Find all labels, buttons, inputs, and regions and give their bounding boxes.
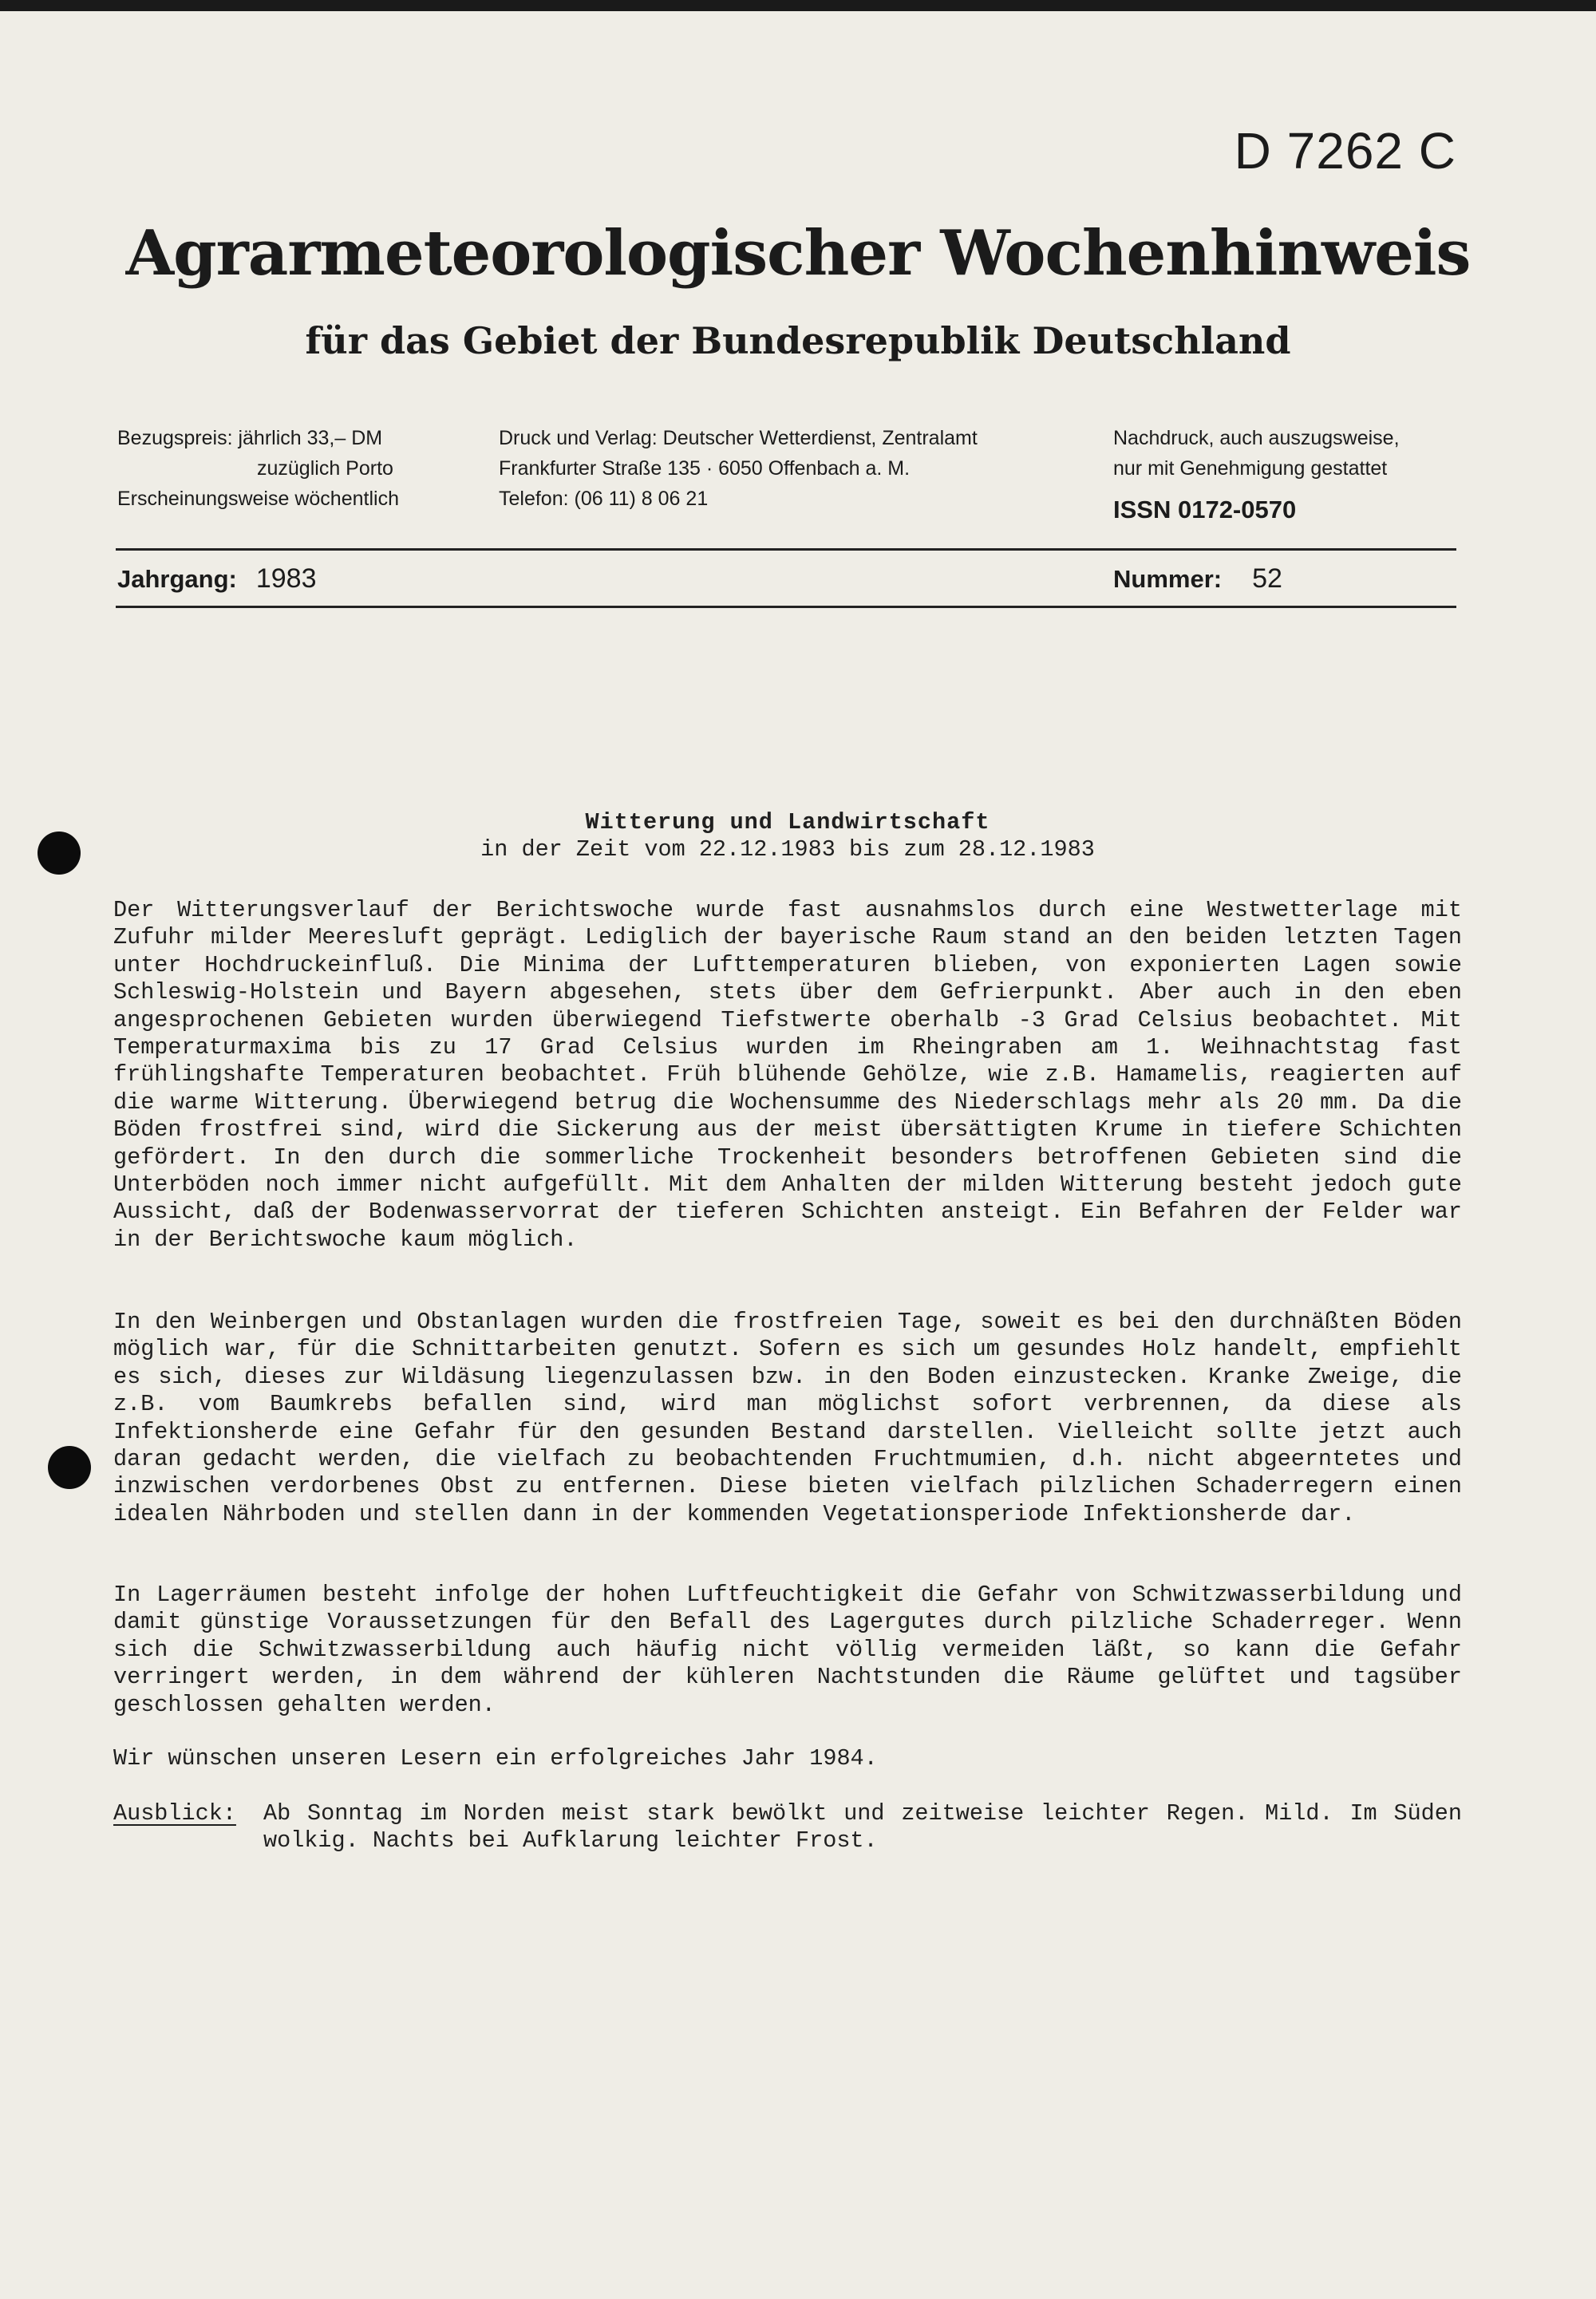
article-period: in der Zeit vom 22.12.1983 bis zum 28.12.1983 bbox=[480, 836, 1095, 863]
reprint-line: Nachdruck, auch auszugsweise, bbox=[1113, 427, 1400, 449]
outlook-text: Ab Sonntag im Norden meist stark bewölkt und zeitweise leichter Regen. Mild. Im Süden wolkig. Nachts bei Aufklarung leichter Frost. bbox=[263, 1800, 1462, 1855]
publisher-info bbox=[499, 423, 978, 514]
phone-line: Telefon: (06 11) 8 06 21 bbox=[499, 488, 709, 510]
paragraph-text: Wir wünschen unseren Lesern ein erfolgreiches Jahr 1984. bbox=[113, 1745, 878, 1772]
number-value: 52 bbox=[1252, 563, 1282, 594]
outlook-section bbox=[113, 1800, 1462, 1855]
greeting-paragraph bbox=[113, 1745, 1462, 1772]
article-title: Witterung und Landwirtschaft bbox=[585, 809, 990, 835]
punch-hole bbox=[48, 1446, 91, 1489]
article-heading bbox=[113, 809, 1462, 864]
orchard-paragraph bbox=[113, 1309, 1462, 1528]
document-page bbox=[0, 11, 1596, 2299]
year-value: 1983 bbox=[255, 563, 317, 594]
permission-line: nur mit Genehmigung gestattet bbox=[1113, 457, 1388, 480]
reprint-info bbox=[1113, 423, 1400, 525]
frequency-line: Erscheinungsweise wöchentlich bbox=[117, 488, 399, 510]
publisher-line: Druck und Verlag: Deutscher Wetterdienst, Zentralamt bbox=[499, 427, 978, 449]
outlook-label: Ausblick: bbox=[113, 1800, 236, 1827]
storage-paragraph bbox=[113, 1582, 1462, 1719]
page-title: Agrarmeteorologischer Wochenhinweis bbox=[125, 217, 1471, 290]
page-subtitle: für das Gebiet der Bundesrepublik Deutschland bbox=[305, 319, 1291, 362]
paragraph-text: In Lagerräumen besteht infolge der hohen Luftfeuchtigkeit die Gefahr von Schwitzwasserbildung und damit günstige Voraussetzungen für den Befall des Lagergutes durch pilzliche Schaderreger. Wenn sich die Schwitzwasserbildung auch häufig nicht völlig vermeiden läßt, so kann die Gefahr verringert werden, in dem während der kühleren Nachtstunden die Räume gelüftet und tagsüber geschlossen gehalten werden. bbox=[113, 1582, 1462, 1718]
number-label: Nummer: bbox=[1113, 565, 1223, 593]
subscription-info bbox=[117, 423, 399, 514]
address-line: Frankfurter Straße 135 · 6050 Offenbach a. M. bbox=[499, 457, 911, 480]
paragraph-text: In den Weinbergen und Obstanlagen wurden die frostfreien Tage, soweit es bei den durchnäßten Böden möglich war, für die Schnittarbeiten genutzt. Sofern es sich um gesundes Holz handelt, empfiehlt es sich, dieses zur Wildäsung liegenzulassen bzw. in den Boden einzustecken. Kranke Zweige, die z.B. vom Baumkrebs befallen sind, wird man möglichst sofort verbrennen, da diese als Infektionsherde eine Gefahr für den gesunden Bestand darstellen. Vielleicht sollte jetzt auch daran gedacht werden, die vielfach zu beobachtenden Fruchtmumien, d.h. nicht abgeerntetes und inzwischen verdorbenes Obst zu entfernen. Diese bieten vielfach pilzlichen Schaderregern einen idealen Nährboden und stellen dann in der kommenden Vegetationsperiode Infektionsherde dar. bbox=[113, 1309, 1462, 1527]
postage-line: zuzüglich Porto bbox=[257, 457, 393, 480]
paragraph-text: Der Witterungsverlauf der Berichtswoche wurde fast ausnahmslos durch eine Westwetterlage mit Zufuhr milder Meeresluft geprägt. Lediglich der bayerische Raum stand an den beiden letzten Tagen unter Hochdruckeinfluß. Die Minima der Lufttemperaturen blieben, von exponierten Lagen sowie Schleswig-Holstein und Bayern abgesehen, stets über dem Gefrierpunkt. Aber auch in den eben angesprochenen Gebieten wurden überwiegend Tiefstwerte oberhalb -3 Grad Celsius beobachtet. Mit Temperaturmaxima bis zu 17 Grad Celsius wurden im Rheingraben am 1. Weihnachtstag fast frühlingshafte Temperaturen beobachtet. Früh blühende Gehölze, wie z.B. Hamamelis, reagierten auf die warme Witterung. Überwiegend betrug die Wochensumme des Niederschlags mehr als 20 mm. Da die Böden frostfrei sind, wird die Sickerung aus der meist übersättigten Krume in tiefere Schichten gefördert. In den durch die sommerliche Trockenheit besonders betroffenen Gebieten sind die Unterböden noch immer nicht aufgefüllt. Mit dem Anhalten der milden Witterung besteht jedoch gute Aussicht, daß der Bodenwasservorrat der tieferen Schichten ansteigt. Ein Befahren der Felder war in der Berichtswoche kaum möglich. bbox=[113, 897, 1462, 1253]
divider-top bbox=[116, 548, 1456, 551]
weather-paragraph bbox=[113, 897, 1462, 1254]
issue-year bbox=[117, 563, 317, 595]
issn: ISSN 0172-0570 bbox=[1113, 496, 1297, 523]
year-label: Jahrgang: bbox=[117, 565, 237, 593]
punch-hole bbox=[38, 832, 81, 875]
document-id: D 7262 C bbox=[1234, 122, 1456, 180]
divider-bottom bbox=[116, 606, 1456, 608]
issue-number bbox=[1113, 563, 1282, 595]
price-line: Bezugspreis: jährlich 33,– DM bbox=[117, 427, 383, 449]
